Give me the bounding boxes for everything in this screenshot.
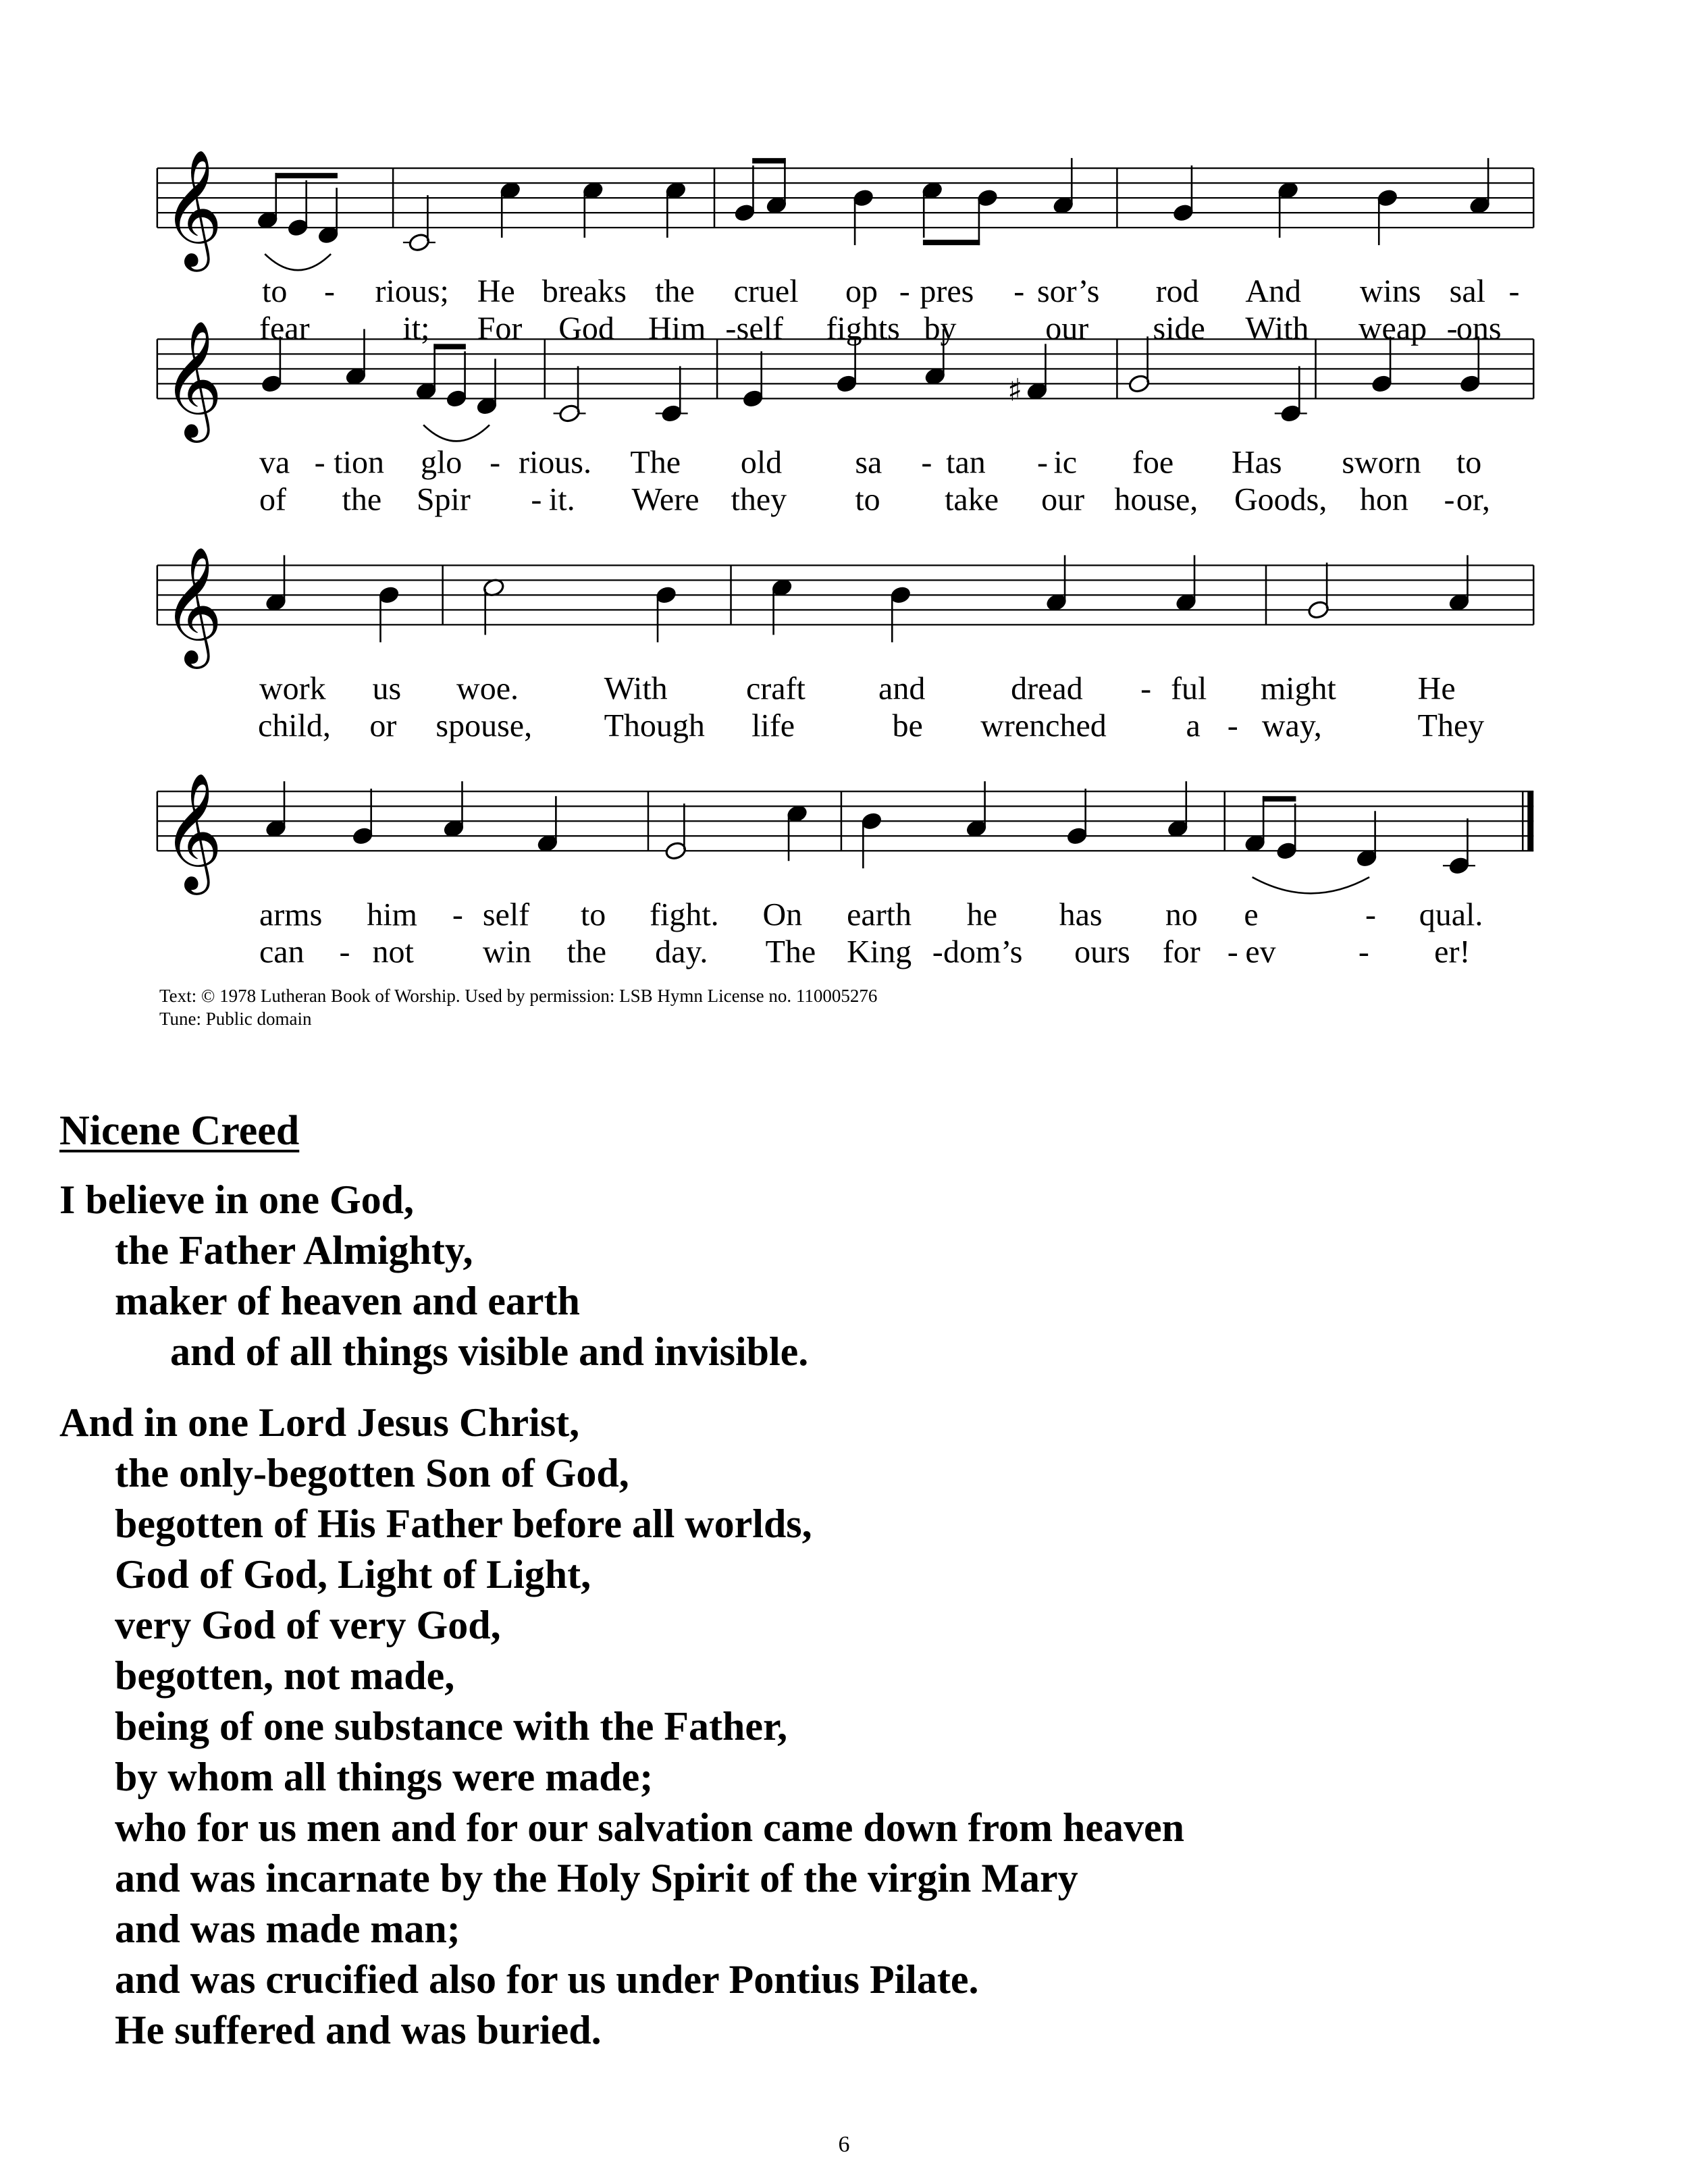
- creed-line: and was incarnate by the Holy Spirit of the virgin Mary: [115, 1856, 1078, 1900]
- hymn-credits: [159, 984, 877, 1030]
- lyric-verse2: weap: [1358, 311, 1427, 347]
- lyric-verse1: old: [740, 444, 783, 481]
- page-number: 6: [838, 2132, 850, 2157]
- lyric-verse1: And: [1245, 273, 1302, 310]
- lyric-verse1: breaks: [542, 273, 627, 310]
- lyric-verse1: sal: [1449, 273, 1485, 310]
- lyric-verse1: to: [1456, 444, 1482, 481]
- lyric-verse2: fear: [259, 311, 310, 347]
- lyric-verse2: they: [731, 481, 787, 518]
- lyric-verse2: or,: [1456, 481, 1490, 518]
- lyric-verse2: er!: [1434, 934, 1471, 970]
- lyric-verse1: -: [1013, 273, 1025, 310]
- lyric-verse2: not: [372, 934, 414, 970]
- lyric-verse1: -: [1140, 670, 1152, 707]
- lyric-verse2: -: [339, 934, 350, 970]
- lyric-verse2: -: [1227, 708, 1238, 744]
- creed-line: by whom all things were made;: [115, 1755, 654, 1799]
- lyric-verse1: the: [655, 273, 695, 310]
- creed-line: the only-begotten Son of God,: [115, 1451, 629, 1495]
- lyric-verse2: For: [477, 311, 523, 347]
- lyric-verse1: work: [259, 670, 326, 707]
- lyric-verse1: ic: [1053, 444, 1078, 481]
- creed-line: who for us men and for our salvation came down from heaven: [115, 1805, 1184, 1850]
- lyric-verse2: it;: [402, 311, 430, 347]
- lyric-verse1: tion: [334, 444, 384, 481]
- lyric-verse2: by: [924, 311, 957, 347]
- beam: [923, 240, 980, 245]
- lyric-verse2: be: [892, 708, 923, 744]
- lyric-verse2: for: [1162, 934, 1201, 970]
- creed-line: very God of very God,: [115, 1603, 501, 1647]
- creed-text: [59, 1175, 1184, 2056]
- lyric-verse2: way,: [1261, 708, 1322, 744]
- lyric-verse1: rious.: [518, 444, 591, 481]
- lyric-verse2: self: [736, 311, 783, 347]
- slur: [265, 254, 331, 270]
- lyric-verse1: e: [1244, 897, 1259, 933]
- lyric-verse2: God: [558, 311, 614, 347]
- lyric-verse1: -: [899, 273, 910, 310]
- treble-clef-icon: 𝄞: [163, 149, 223, 267]
- lyric-verse2: ours: [1074, 934, 1130, 970]
- lyric-verse1: -: [921, 444, 932, 481]
- sharp-icon: ♯: [1007, 371, 1023, 408]
- lyric-verse2: can: [259, 934, 305, 970]
- lyric-verse1: and: [878, 670, 926, 707]
- lyric-verse1: -: [314, 444, 325, 481]
- beam: [752, 158, 786, 163]
- lyric-verse1: cruel: [733, 273, 799, 310]
- lyric-verse2: -: [531, 481, 542, 518]
- lyric-verse2: They: [1417, 708, 1485, 744]
- lyric-verse2: child,: [257, 708, 331, 744]
- lyric-verse1: fight.: [650, 897, 719, 933]
- lyric-verse1: va: [259, 444, 290, 481]
- lyric-verse1: us: [372, 670, 402, 707]
- lyric-verse2: fights: [826, 311, 900, 347]
- creed-line: begotten of His Father before all worlds,: [115, 1501, 812, 1546]
- lyric-verse2: The: [765, 934, 816, 970]
- lyric-verse1: glo: [420, 444, 463, 481]
- creed-line: and of all things visible and invisible.: [170, 1329, 809, 1374]
- beam: [275, 173, 337, 178]
- lyric-verse2: -: [1358, 934, 1369, 970]
- slur: [423, 425, 490, 441]
- lyric-verse2: house,: [1114, 481, 1198, 518]
- lyric-verse2: With: [1245, 311, 1309, 347]
- lyric-verse2: -: [725, 311, 737, 347]
- lyric-verse2: our: [1045, 311, 1089, 347]
- lyric-verse1: He: [1417, 670, 1456, 707]
- lyric-verse2: to: [855, 481, 880, 518]
- lyric-verse2: Though: [604, 708, 705, 744]
- lyric-verse1: woe.: [456, 670, 519, 707]
- treble-clef-icon: 𝄞: [163, 546, 223, 664]
- lyric-verse1: might: [1260, 670, 1336, 707]
- lyric-verse2: win: [482, 934, 531, 970]
- creed-line: He suffered and was buried.: [115, 2008, 602, 2052]
- creed-line: I believe in one God,: [59, 1177, 415, 1222]
- creed-line: and was made man;: [115, 1907, 460, 1951]
- lyric-verse1: pres: [920, 273, 974, 310]
- lyric-verse1: -: [323, 273, 335, 310]
- lyric-verse2: of: [259, 481, 286, 518]
- lyric-verse1: sor’s: [1036, 273, 1100, 310]
- beam: [1263, 796, 1296, 801]
- lyric-verse1: wins: [1359, 273, 1421, 310]
- lyric-verse2: spouse,: [436, 708, 533, 744]
- lyric-verse1: foe: [1132, 444, 1174, 481]
- lyric-verse1: With: [604, 670, 668, 707]
- creed-line: maker of heaven and earth: [115, 1279, 580, 1323]
- lyric-verse2: side: [1153, 311, 1205, 347]
- lyric-verse1: self: [482, 897, 530, 933]
- hymn-music: [0, 0, 1688, 972]
- lyric-verse1: dread: [1011, 670, 1083, 707]
- lyric-verse1: rod: [1155, 273, 1199, 310]
- tune-credit: Tune: Public domain: [159, 1009, 312, 1029]
- lyric-verse2: -: [932, 934, 943, 970]
- lyric-verse1: to: [580, 897, 606, 933]
- final-barline: [1527, 791, 1533, 851]
- lyric-verse1: ful: [1171, 670, 1207, 707]
- creed-line: And in one Lord Jesus Christ,: [59, 1400, 580, 1445]
- lyric-verse2: ons: [1456, 311, 1502, 347]
- lyric-verse1: rious;: [375, 273, 449, 310]
- treble-clef-icon: 𝄞: [163, 772, 223, 890]
- lyric-verse2: hon: [1359, 481, 1408, 518]
- lyric-verse1: -: [1508, 273, 1520, 310]
- lyric-verse1: to: [262, 273, 288, 310]
- lyric-verse2: or: [369, 708, 397, 744]
- lyric-verse1: no: [1165, 897, 1198, 933]
- creed-line: being of one substance with the Father,: [115, 1704, 788, 1749]
- creed-line: the Father Almighty,: [115, 1228, 473, 1273]
- lyric-verse1: On: [762, 897, 803, 933]
- lyric-verse2: Spir: [416, 481, 471, 518]
- lyric-verse2: -: [1444, 481, 1455, 518]
- lyric-verse1: -: [1365, 897, 1377, 933]
- lyric-verse2: -: [1446, 311, 1458, 347]
- lyric-verse2: King: [847, 934, 912, 970]
- lyric-verse1: -: [1036, 444, 1048, 481]
- lyric-verse2: Goods,: [1234, 481, 1327, 518]
- lyric-verse1: sworn: [1342, 444, 1421, 481]
- creed-title: Nicene Creed: [59, 1108, 300, 1154]
- lyric-verse2: life: [751, 708, 795, 744]
- lyric-verse1: The: [630, 444, 681, 481]
- lyric-verse1: He: [477, 273, 515, 310]
- lyric-verse1: him: [367, 897, 417, 933]
- lyric-verse2: the: [566, 934, 607, 970]
- lyric-verse2: -: [1227, 934, 1238, 970]
- lyric-verse2: wrenched: [980, 708, 1107, 744]
- beam: [433, 344, 466, 349]
- lyric-verse1: sa: [855, 444, 882, 481]
- lyric-verse2: day.: [655, 934, 708, 970]
- lyric-verse1: Has: [1231, 444, 1282, 481]
- lyric-verse2: take: [945, 481, 999, 518]
- lyric-verse2: our: [1041, 481, 1085, 518]
- slur: [1252, 877, 1369, 893]
- lyric-verse2: a: [1186, 708, 1201, 744]
- lyric-verse2: it.: [548, 481, 575, 518]
- lyric-verse1: has: [1059, 897, 1103, 933]
- lyric-verse1: arms: [259, 897, 323, 933]
- lyric-verse1: -: [490, 444, 501, 481]
- treble-clef-icon: 𝄞: [163, 320, 223, 438]
- lyric-verse1: craft: [745, 670, 806, 707]
- lyric-verse2: ev: [1245, 934, 1276, 970]
- lyric-verse2: dom’s: [943, 934, 1023, 970]
- lyric-verse1: -: [452, 897, 463, 933]
- creed-line: and was crucified also for us under Pontius Pilate.: [115, 1957, 979, 2002]
- creed-line: begotten, not made,: [115, 1653, 455, 1698]
- creed-line: God of God, Light of Light,: [115, 1552, 591, 1597]
- lyric-verse2: the: [342, 481, 382, 518]
- text-credit: Text: © 1978 Lutheran Book of Worship. Used by permission: LSB Hymn License no. 110005276: [159, 986, 878, 1006]
- lyric-verse2: Him: [648, 311, 706, 347]
- lyric-verse1: tan: [946, 444, 986, 481]
- lyric-verse1: he: [966, 897, 998, 933]
- lyric-verse1: op: [845, 273, 878, 310]
- lyric-verse1: qual.: [1419, 897, 1483, 933]
- lyric-verse1: earth: [847, 897, 912, 933]
- lyric-verse2: Were: [631, 481, 700, 518]
